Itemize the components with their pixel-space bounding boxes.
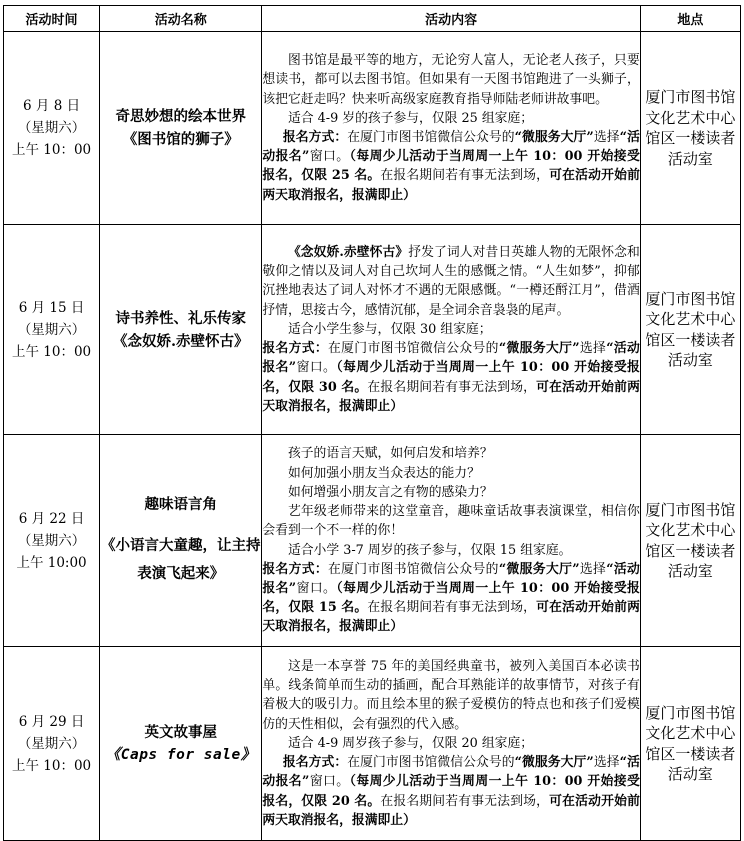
event-time-cell	[4, 647, 100, 841]
cancel-rule: 可在活动开始前两天取消报名，报满即止）	[262, 168, 640, 203]
signup-entry-label: “活动报名”	[262, 130, 640, 165]
event-date: 6 月 8 日	[23, 98, 81, 114]
table-row	[4, 435, 741, 647]
event-date: 6 月 15 日	[18, 299, 85, 316]
event-audience: 适合小学生参与，仅限 30 组家庭；	[287, 321, 492, 337]
event-time-cell	[4, 32, 100, 225]
event-question: 如何增强小朋友言之有物的感染力？	[287, 484, 493, 500]
event-content-cell	[262, 32, 641, 225]
event-date: 6 月 22 日	[18, 510, 85, 527]
intro-title: 《念奴娇.赤壁怀古》	[287, 245, 409, 261]
cancel-text: 在报名期间若有事无法到场，	[367, 379, 537, 395]
header-place: 地点	[640, 6, 740, 32]
intro-text: 抒发了词人对昔日英雄人物的无限怀念和敬仰之情以及词人对自己坎坷人生的感慨之情。“人生如梦”，抑郁沉挫地表达了词人对怀才不遇的无限感慨。“一樽还酹江月”，借酒抒情，思接古今，感情沉郁，是全词余音袅袅的尾声。	[262, 245, 640, 318]
signup-text: 在厦门市图书馆微信公众号的	[328, 341, 499, 357]
event-intro	[262, 243, 640, 320]
signup-label: 报名方式：	[282, 130, 348, 145]
event-signup	[262, 753, 640, 830]
event-weekday: （星期六）	[17, 321, 86, 338]
event-time: 上午 10：00	[11, 142, 92, 158]
signup-text-2: 选择	[579, 341, 607, 357]
event-name-cell	[100, 225, 262, 435]
event-subtitle: 《念奴娇.赤壁怀古》	[112, 332, 249, 350]
event-title: 英文故事屋	[144, 723, 217, 741]
cancel-rule: 可在活动开始前两天取消报名，报满即止）	[262, 600, 640, 635]
signup-rule: （每周少儿活动于当周周一上午 10：00 开始接受报名，仅限 25 名。	[262, 149, 640, 184]
event-time-cell	[4, 225, 100, 435]
event-weekday: （星期六）	[17, 735, 86, 752]
signup-text-3: 窗口。	[296, 580, 337, 596]
event-date: 6 月 29 日	[18, 713, 85, 730]
service-hall-label: “微服务大厅”	[498, 341, 580, 357]
signup-text: 在厦门市图书馆微信公众号的	[347, 130, 515, 145]
cancel-text: 在报名期间若有事无法到场，	[367, 600, 537, 616]
service-hall-label: “微服务大厅”	[498, 561, 580, 577]
event-weekday: （星期六）	[17, 120, 86, 136]
event-audience: 适合小学 3-7 周岁的孩子参与，仅限 15 组家庭。	[287, 542, 572, 558]
signup-label: 报名方式：	[262, 561, 329, 577]
signup-rule: （每周少儿活动于当周周一上午 10：00 开始接受报名，仅限 15 名。	[262, 580, 640, 616]
cancel-rule: 可在活动开始前两天取消报名，报满即止）	[262, 379, 640, 414]
event-place: 厦门市图书馆文化艺术中心馆区一楼读者活动室	[640, 32, 740, 225]
signup-label: 报名方式：	[262, 341, 329, 357]
activity-schedule-table	[3, 5, 741, 841]
event-audience: 适合 4-9 周岁孩子参与，仅限 20 组家庭；	[287, 735, 534, 751]
cancel-text: 在报名期间若有事无法到场，	[380, 168, 550, 184]
event-signup	[262, 339, 640, 416]
signup-entry-label: “活动报名”	[262, 755, 640, 790]
event-signup	[262, 560, 640, 637]
signup-text-3: 窗口。	[309, 149, 350, 165]
event-signup	[262, 128, 640, 205]
header-time: 活动时间	[4, 6, 100, 32]
event-subtitle: 《小语言大童趣，让主持表演飞起来》	[100, 537, 261, 582]
header-row	[4, 6, 741, 32]
service-hall-label: “微服务大厅”	[514, 130, 594, 145]
event-intro: 图书馆是最平等的地方，无论穷人富人，无论老人孩子，只要想读书，都可以去图书馆。但如果有一天图书馆跑进了一头狮子，该把它赶走吗？快来听高级家庭教育指导师陆老师讲故事吧。	[262, 53, 640, 107]
signup-text-3: 窗口。	[309, 774, 350, 790]
signup-label: 报名方式：	[282, 755, 348, 771]
table-row	[4, 647, 741, 841]
cancel-rule: 可在活动开始前两天取消报名，报满即止）	[262, 793, 640, 828]
event-title: 诗书养性、礼乐传家	[115, 309, 246, 327]
signup-rule: （每周少儿活动于当周周一上午 10：00 开始接受报名，仅限 20 名。	[262, 774, 640, 809]
signup-text-3: 窗口。	[296, 360, 337, 376]
signup-text: 在厦门市图书馆微信公众号的	[328, 561, 499, 577]
header-content: 活动内容	[262, 6, 641, 32]
event-name-cell	[100, 435, 262, 647]
signup-text-2: 选择	[593, 130, 620, 145]
event-content-cell	[262, 435, 641, 647]
cancel-text: 在报名期间若有事无法到场，	[380, 793, 550, 809]
event-weekday: （星期六）	[17, 532, 86, 549]
title-spacer	[100, 516, 261, 532]
event-title: 趣味语言角	[144, 496, 217, 513]
service-hall-label: “微服务大厅”	[514, 755, 594, 771]
event-title: 奇思妙想的绘本世界	[115, 108, 246, 125]
event-time-cell	[4, 435, 100, 647]
event-place: 厦门市图书馆文化艺术中心馆区一楼读者活动室	[640, 435, 740, 647]
event-question: 如何加强小朋友当众表达的能力？	[287, 465, 480, 481]
signup-text: 在厦门市图书馆微信公众号的	[347, 755, 515, 771]
event-subtitle: 《图书馆的狮子》	[122, 131, 239, 148]
table-row	[4, 225, 741, 435]
signup-text-2: 选择	[593, 755, 620, 771]
event-name-cell	[100, 32, 262, 225]
event-subtitle: 《Caps for sale》	[105, 746, 256, 763]
signup-entry-label: “活动报名”	[262, 561, 640, 596]
table-row	[4, 32, 741, 225]
event-place: 厦门市图书馆文化艺术中心馆区一楼读者活动室	[640, 647, 740, 841]
event-place: 厦门市图书馆文化艺术中心馆区一楼读者活动室	[640, 225, 740, 435]
event-time: 上午 10：00	[11, 343, 92, 360]
header-name: 活动名称	[100, 6, 262, 32]
event-content-cell	[262, 647, 641, 841]
event-audience: 适合 4-9 岁的孩子参与，仅限 25 组家庭；	[287, 110, 534, 126]
event-time: 上午 10:00	[16, 554, 87, 571]
event-time: 上午 10：00	[11, 757, 92, 774]
event-intro: 艺年级老师带来的这堂童音，趣味童话故事表演课堂，相信你会看到一个不一样的你！	[262, 504, 640, 539]
signup-rule: （每周少儿活动于当周周一上午 10：00 开始接受报名，仅限 30 名。	[262, 360, 640, 395]
event-intro: 这是一本享誉 75 年的美国经典童书，被列入美国百本必读书单。线条简单而生动的插画，配合耳熟能详的故事情节，对孩子有着极大的吸引力。而且绘本里的猴子爱模仿的特点也和孩子们爱模仿的天性相似，会有强烈的代入感。	[262, 659, 640, 732]
event-content-cell	[262, 225, 641, 435]
signup-text-2: 选择	[579, 561, 607, 577]
event-name-cell	[100, 647, 262, 841]
event-question: 孩子的语言天赋，如何启发和培养？	[287, 446, 493, 462]
signup-entry-label: “活动报名”	[262, 341, 640, 376]
